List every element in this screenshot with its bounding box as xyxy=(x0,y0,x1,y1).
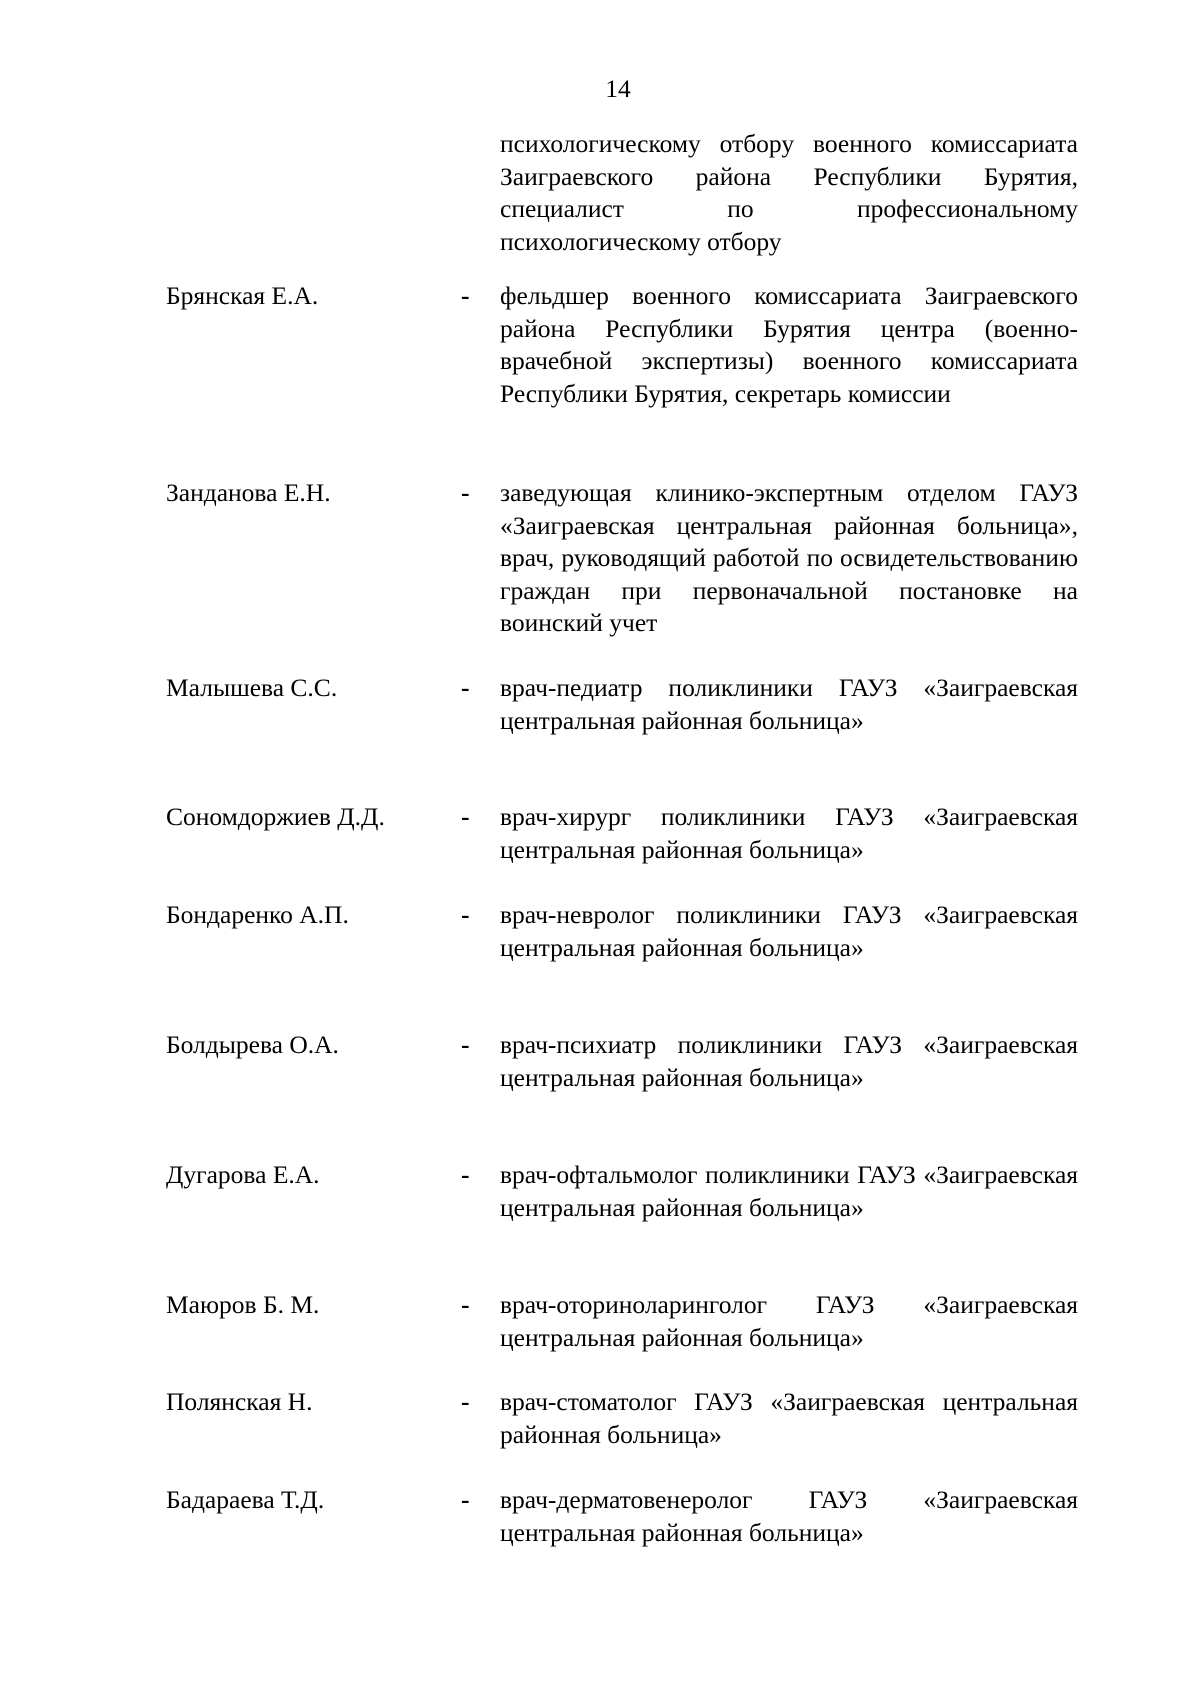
member-position: врач-оториноларинголог ГАУЗ «Заиграевская центральная районная больница» xyxy=(500,1290,1078,1352)
dash-separator: - xyxy=(461,1030,470,1059)
member-name: Дугарова Е.А. xyxy=(166,1160,320,1189)
member-position: врач-дерматовенеролог ГАУЗ «Заиграевская центральная районная больница» xyxy=(500,1485,1078,1547)
member-name: Бадараева Т.Д. xyxy=(166,1485,325,1514)
member-position: врач-стоматолог ГАУЗ «Заиграевская центральная районная больница» xyxy=(500,1387,1078,1449)
dash-separator: - xyxy=(461,281,470,310)
member-name: Брянская Е.А. xyxy=(166,281,319,310)
continuation-paragraph: психологическому отбору военного комиссариата Заиграевского района Республики Бурятия, специалист по профессиональному психологическому отбору xyxy=(500,129,1078,256)
dash-separator: - xyxy=(461,802,470,831)
dash-separator: - xyxy=(461,1290,470,1319)
dash-separator: - xyxy=(461,1160,470,1189)
member-name: Маюров Б. М. xyxy=(166,1290,320,1319)
member-name: Полянская Н. xyxy=(166,1387,313,1416)
member-name: Сономдоржиев Д.Д. xyxy=(166,802,385,831)
member-position: врач-педиатр поликлиники ГАУЗ «Заиграевская центральная районная больница» xyxy=(500,673,1078,735)
member-position: фельдшер военного комиссариата Заиграевского района Республики Бурятия центра (военно-врачебной экспертизы) военного комиссариата Республики Бурятия, секретарь комиссии xyxy=(500,281,1078,408)
member-position: врач-хирург поликлиники ГАУЗ «Заиграевская центральная районная больница» xyxy=(500,802,1078,864)
member-name: Занданова Е.Н. xyxy=(166,478,331,507)
member-name: Бондаренко А.П. xyxy=(166,900,349,929)
dash-separator: - xyxy=(461,1485,470,1514)
member-position: врач-психиатр поликлиники ГАУЗ «Заиграевская центральная районная больница» xyxy=(500,1030,1078,1092)
dash-separator: - xyxy=(461,673,470,702)
member-name: Малышева С.С. xyxy=(166,673,338,702)
page-number: 14 xyxy=(605,74,631,103)
member-name: Болдырева О.А. xyxy=(166,1030,339,1059)
dash-separator: - xyxy=(461,1387,470,1416)
dash-separator: - xyxy=(461,478,470,507)
member-position: врач-невролог поликлиники ГАУЗ «Заиграевская центральная районная больница» xyxy=(500,900,1078,962)
member-position: заведующая клинико-экспертным отделом ГАУЗ «Заиграевская центральная районная больница», врач, руководящий работой по освидетельствованию граждан при первоначальной постановке на воинский учет xyxy=(500,478,1078,637)
dash-separator: - xyxy=(461,900,470,929)
member-position: врач-офтальмолог поликлиники ГАУЗ «Заиграевская центральная районная больница» xyxy=(500,1160,1078,1222)
